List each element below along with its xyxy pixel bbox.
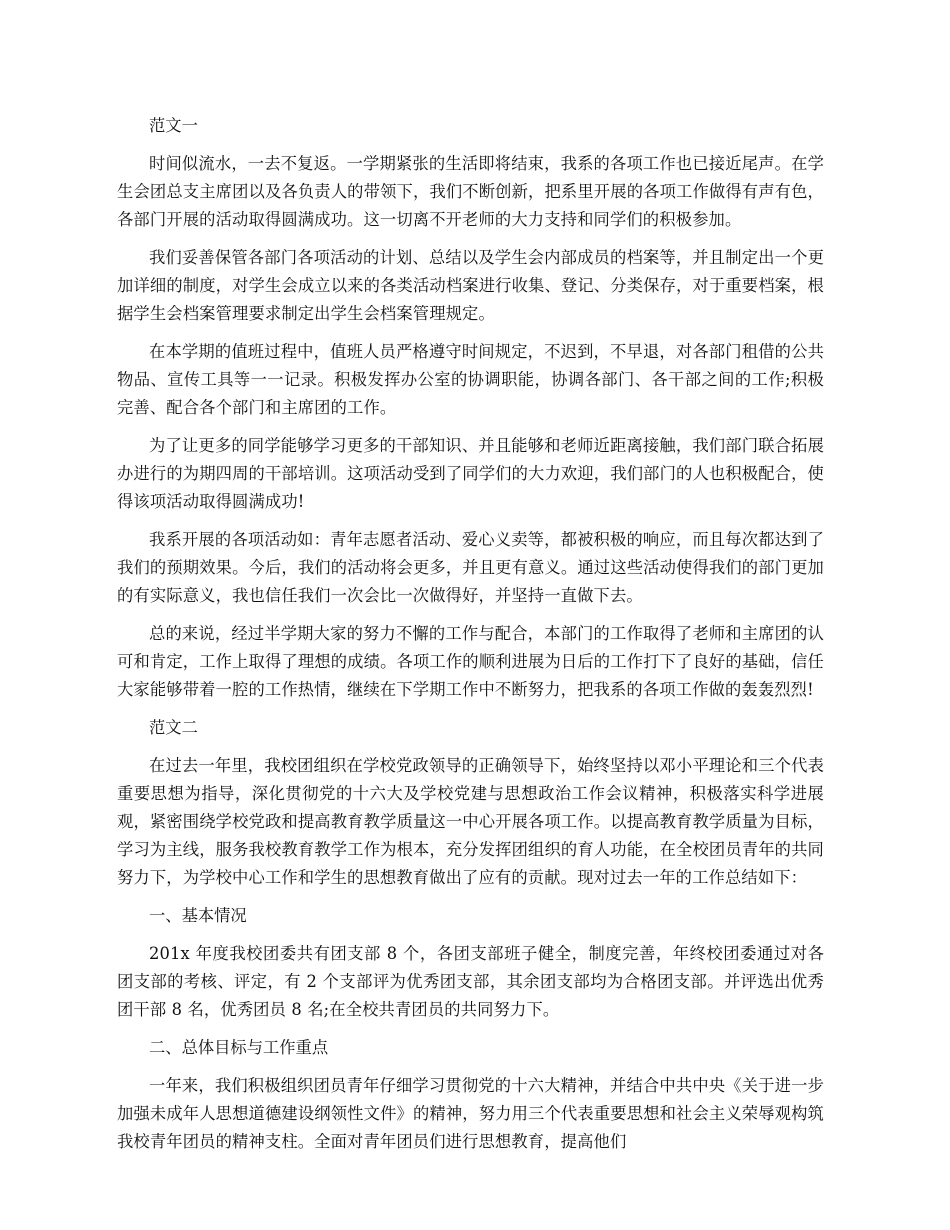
paragraph: 在本学期的值班过程中，值班人员严格遵守时间规定，不迟到，不早退，对各部门租借的公共物品、宣传工具等一一记录。积极发挥办公室的协调职能，协调各部门、各干部之间的工作;积极完善、配合各个部门和主席团的工作。 [117, 342, 824, 417]
paragraph: 为了让更多的同学能够学习更多的干部知识、并且能够和老师近距离接触，我们部门联合拓展办进行的为期四周的干部培训。这项活动受到了同学们的大力欢迎，我们部门的人也积极配合，使得该项活动取得圆满成功! [117, 436, 824, 511]
subheading-basic-situation: 一、基本情况 [149, 906, 247, 925]
paragraph: 在过去一年里，我校团组织在学校党政领导的正确领导下，始终坚持以邓小平理论和三个代表重要思想为指导，深化贯彻党的十六大及学校党建与思想政治工作会议精神，积极落实科学进展观，紧密围绕学校党政和提高教育教学质量这一中心开展各项工作。以提高教育教学质量为目标，学习为主线，服务我校教育教学工作为根本，充分发挥团组织的育人功能，在全校团员青年的共同努力下，为学校中心工作和学生的思想教育做出了应有的贡献。现对过去一年的工作总结如下： [117, 756, 824, 887]
paragraph: 201x 年度我校团委共有团支部 8 个，各团支部班子健全，制度完善，年终校团委通过对各团支部的考核、评定，有 2 个支部评为优秀团支部，其余团支部均为合格团支部。并评选出优秀团干部 8 名，优秀团员 8 名;在全校共青团员的共同努力下。 [117, 944, 824, 1019]
document-body [117, 112, 824, 1156]
paragraph: 一年来，我们积极组织团员青年仔细学习贯彻党的十六大精神，并结合中共中央《关于进一步加强未成年人思想道德建设纲领性文件》的精神，努力用三个代表重要思想和社会主义荣辱观构筑我校青年团员的精神支柱。全面对青年团员们进行思想教育，提高他们 [117, 1076, 824, 1151]
section-heading-fanwen-2: 范文二 [149, 718, 198, 737]
paragraph: 我系开展的各项活动如：青年志愿者活动、爱心义卖等，都被积极的响应，而且每次都达到了我们的预期效果。今后，我们的活动将会更多，并且更有意义。通过这些活动使得我们的部门更加的有实际意义，我也信任我们一次会比一次做得好，并坚持一直做下去。 [117, 530, 824, 605]
paragraph: 我们妥善保管各部门各项活动的计划、总结以及学生会内部成员的档案等，并且制定出一个更加详细的制度，对学生会成立以来的各类活动档案进行收集、登记、分类保存，对于重要档案，根据学生会档案管理要求制定出学生会档案管理规定。 [117, 248, 824, 323]
subheading-goals-focus: 二、总体目标与工作重点 [149, 1038, 329, 1057]
paragraph: 时间似流水，一去不复返。一学期紧张的生活即将结束，我系的各项工作也已接近尾声。在学生会团总支主席团以及各负责人的带领下，我们不断创新，把系里开展的各项工作做得有声有色，各部门开展的活动取得圆满成功。这一切离不开老师的大力支持和同学们的积极参加。 [117, 154, 824, 229]
paragraph: 总的来说，经过半学期大家的努力不懈的工作与配合，本部门的工作取得了老师和主席团的认可和肯定，工作上取得了理想的成绩。各项工作的顺利进展为日后的工作打下了良好的基础，信任大家能够带着一腔的工作热情，继续在下学期工作中不断努力，把我系的各项工作做的轰轰烈烈! [117, 624, 824, 699]
section-heading-fanwen-1: 范文一 [149, 116, 198, 135]
